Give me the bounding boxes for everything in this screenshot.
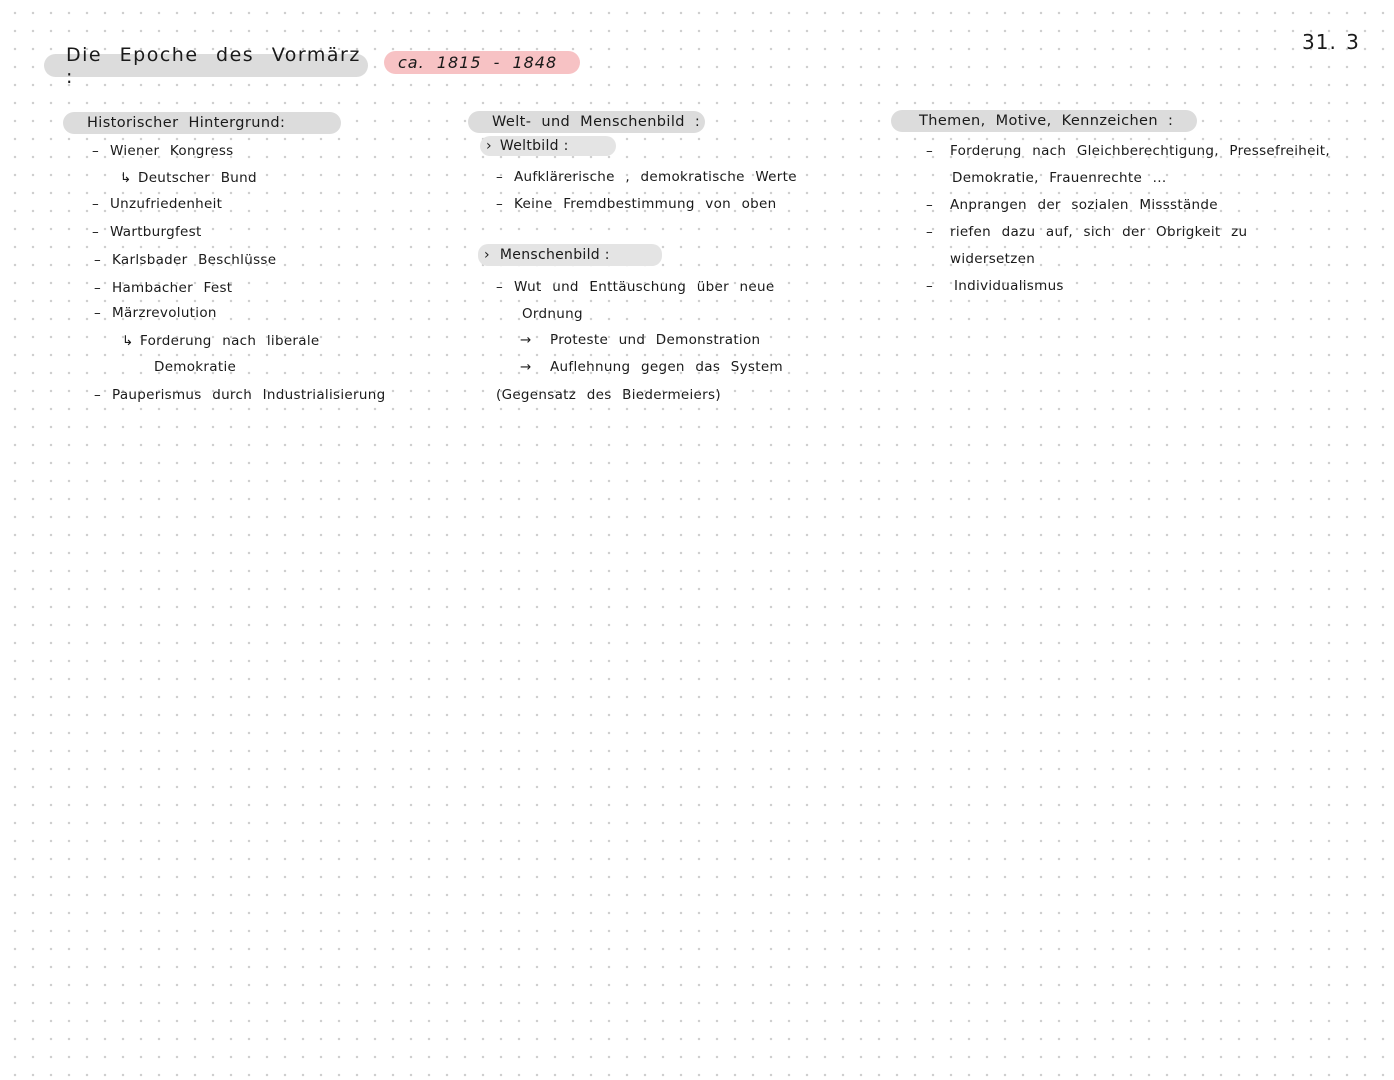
menschenbild-label: Menschenbild : [499, 247, 610, 263]
list-item: Demokratie [154, 359, 237, 375]
welt-menschenbild-heading: Welt- und Menschenbild : [492, 114, 701, 130]
list-item: – Aufklärerische , demokratische Werte [496, 169, 797, 185]
list-item: Ordnung [522, 306, 583, 322]
chevron-right-icon: › [484, 247, 490, 263]
list-item: – Pauperismus durch Industrialisierung [94, 387, 386, 403]
welt-menschenbild-heading-pill [468, 111, 705, 133]
list-item: – Wartburgfest [92, 224, 202, 240]
list-item: → Auflehnung gegen das System [520, 359, 783, 375]
page-number: 31. 3 [1302, 30, 1360, 54]
list-item: – Individualismus [926, 278, 1064, 294]
list-item: Demokratie, Frauenrechte ... [952, 170, 1167, 186]
list-item: ↳ Forderung nach liberale [122, 333, 320, 349]
arrow-right-icon: → [520, 332, 532, 348]
list-item: – Wiener Kongress [92, 143, 234, 159]
list-item: – Keine Fremdbestimmung von oben [496, 196, 777, 212]
arrow-return-icon: ↳ [122, 333, 134, 349]
list-item: widersetzen [950, 251, 1036, 267]
themen-heading-pill [891, 110, 1197, 132]
themen-heading: Themen, Motive, Kennzeichen : [919, 113, 1174, 129]
list-item: – Unzufriedenheit [92, 196, 223, 212]
page-title: Die Epoche des Vormärz : [66, 43, 361, 88]
arrow-right-icon: → [520, 359, 532, 375]
arrow-return-icon: ↳ [120, 170, 132, 186]
list-item: – Forderung nach Gleichberechtigung, Pressefreiheit, [926, 143, 1330, 159]
list-item: (Gegensatz des Biedermeiers) [496, 387, 721, 403]
weltbild-label-pill [480, 136, 616, 156]
date-range: ca. 1815 - 1848 [398, 53, 558, 72]
list-item: – Märzrevolution [94, 305, 217, 321]
list-item: – riefen dazu auf, sich der Obrigkeit zu [926, 224, 1248, 240]
list-item: ↳ Deutscher Bund [120, 170, 257, 186]
list-item: – Hambacher Fest [94, 280, 233, 296]
date-pill [384, 51, 580, 74]
chevron-right-icon: › [486, 138, 492, 154]
list-item: – Wut und Enttäuschung über neue [496, 279, 775, 295]
list-item: → Proteste und Demonstration [520, 332, 761, 348]
historischer-hintergrund-heading: Historischer Hintergrund: [87, 115, 286, 131]
historischer-hintergrund-heading-pill [63, 112, 341, 134]
weltbild-label: Weltbild : [499, 138, 569, 154]
menschenbild-label-pill [478, 244, 662, 266]
title-pill [44, 43, 368, 88]
list-item: – Karlsbader Beschlüsse [94, 252, 277, 268]
list-item: – Anprangen der sozialen Missstände [926, 197, 1218, 213]
